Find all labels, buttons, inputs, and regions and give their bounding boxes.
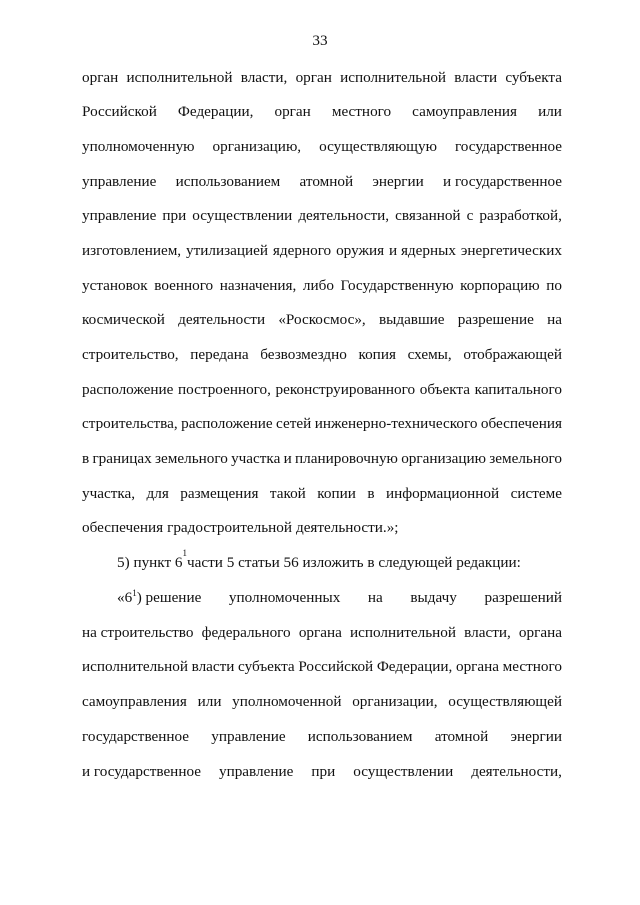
word: отображающей — [463, 346, 562, 363]
word: власти, — [240, 69, 288, 86]
item-5-superscript: 1 — [182, 548, 188, 558]
text-line — [82, 241, 562, 261]
text-line — [82, 727, 562, 747]
word: исполнительной — [126, 69, 233, 86]
word: осуществлении — [192, 207, 293, 224]
word: управление — [82, 173, 157, 190]
word: осуществляющую — [319, 138, 437, 155]
word: копии — [317, 485, 356, 502]
word: или — [538, 103, 562, 120]
word: и — [283, 450, 292, 467]
word: атомной — [434, 728, 489, 745]
word: деятельности, — [298, 207, 390, 224]
word: разрешение — [457, 311, 534, 328]
word: размещения — [180, 485, 259, 502]
page-number: 33 — [312, 32, 328, 49]
word: утилизацией — [186, 242, 268, 259]
word: власти — [454, 69, 498, 86]
word: градостроительной — [167, 519, 292, 536]
word: Российской — [82, 103, 157, 120]
word: копия — [358, 346, 396, 363]
word: субъекта — [505, 69, 562, 86]
word: и ядерных — [389, 242, 456, 259]
word: с — [466, 207, 474, 224]
word: обеспечения — [82, 519, 164, 536]
word: инженерно-технического — [314, 415, 478, 432]
word: либо — [302, 277, 334, 294]
word: расположение — [82, 381, 174, 398]
word: осуществлении — [353, 763, 454, 780]
word: при — [311, 763, 336, 780]
word: связанной — [395, 207, 461, 224]
word: атомной — [299, 173, 354, 190]
word: Федерации, — [376, 658, 453, 675]
word: установок — [82, 277, 148, 294]
text-line — [82, 449, 562, 469]
text-line — [82, 762, 562, 782]
word: земельного — [489, 450, 562, 467]
quote-open: «6 — [117, 589, 133, 606]
text-line — [82, 380, 562, 400]
word: исполнительной — [82, 658, 188, 675]
word: реконструированного — [275, 381, 416, 398]
word: на — [547, 311, 562, 328]
word: на строительство — [82, 624, 194, 641]
text-line — [82, 518, 562, 538]
word: государственное — [454, 138, 562, 155]
word: космической — [82, 311, 165, 328]
text-line — [82, 692, 562, 712]
word: или — [197, 693, 222, 710]
text-line — [82, 623, 562, 643]
word: использованием — [175, 173, 281, 190]
word: власти, — [464, 624, 511, 641]
text-line — [82, 206, 562, 226]
word: изготовлением, — [82, 242, 182, 259]
word: «Роскосмос», — [278, 311, 366, 328]
word: участка — [231, 450, 281, 467]
word: и государственное — [443, 173, 562, 190]
word: энергии — [510, 728, 562, 745]
word: исполнительной — [340, 69, 447, 86]
word: уполномоченной — [232, 693, 342, 710]
word: осуществляющей — [448, 693, 562, 710]
word: оружия — [336, 242, 385, 259]
word: орган — [295, 69, 332, 86]
text-line — [82, 172, 562, 192]
word: построенного, — [178, 381, 271, 398]
word: государственное — [82, 728, 190, 745]
word: самоуправления — [82, 693, 187, 710]
word: деятельности — [178, 311, 266, 328]
word: органа — [518, 624, 562, 641]
word: при — [162, 207, 187, 224]
text-line — [82, 657, 562, 677]
word: деятельности, — [471, 763, 562, 780]
quote-lead — [117, 588, 201, 608]
word: самоуправления — [412, 103, 518, 120]
word: назначения, — [219, 277, 297, 294]
word: строительство, — [82, 346, 179, 363]
word: в — [367, 485, 375, 502]
text-line — [117, 588, 562, 608]
word: уполномоченную — [82, 138, 195, 155]
text-line — [82, 345, 562, 365]
word: объекта — [419, 381, 470, 398]
word: использованием — [307, 728, 413, 745]
word: органа — [298, 624, 342, 641]
word: исполнительной — [350, 624, 456, 641]
word: управление — [218, 763, 294, 780]
word: деятельности.»; — [295, 519, 399, 536]
word: энергетических — [460, 242, 562, 259]
text-line — [82, 276, 562, 296]
word: земельного — [155, 450, 228, 467]
word: местного — [331, 103, 392, 120]
word: выдавшие — [378, 311, 445, 328]
word: Российской — [298, 658, 374, 675]
word: безвозмездно — [260, 346, 347, 363]
word: и государственное — [82, 763, 201, 780]
word: передана — [190, 346, 249, 363]
word: для — [146, 485, 169, 502]
word: местного — [502, 658, 562, 675]
word: организации, — [352, 693, 438, 710]
word: Государственную — [340, 277, 454, 294]
word: выдачу — [410, 589, 457, 606]
word: корпорацию — [460, 277, 540, 294]
word: участка, — [82, 485, 136, 502]
word: власти — [191, 658, 235, 675]
amendment-item-5 — [117, 548, 562, 573]
text-line — [82, 137, 562, 157]
word: орган — [82, 69, 119, 86]
word: ядерного — [272, 242, 332, 259]
text-line — [82, 68, 562, 88]
word: организацию, — [212, 138, 302, 155]
item-5-suffix: части 5 статьи 56 изложить в следующей редакции: — [187, 554, 521, 571]
word: сетей — [276, 415, 312, 432]
word: Федерации, — [177, 103, 254, 120]
word: уполномоченных — [228, 589, 341, 606]
word: на — [367, 589, 383, 606]
word: энергии — [372, 173, 424, 190]
word: управление — [82, 207, 157, 224]
word: информационной — [385, 485, 500, 502]
word: субъекта — [238, 658, 295, 675]
word: планировочную — [295, 450, 398, 467]
text-line — [82, 102, 562, 122]
item-5-prefix: 5) пункт 6 — [117, 554, 183, 571]
word: обеспечения — [480, 415, 562, 432]
word: такой — [269, 485, 306, 502]
text-line — [82, 484, 562, 504]
word: организацию — [401, 450, 486, 467]
word: орган — [274, 103, 311, 120]
word: системе — [510, 485, 562, 502]
text-line — [82, 310, 562, 330]
word: разрешений — [484, 589, 562, 606]
word: расположение — [181, 415, 273, 432]
word: органа — [455, 658, 500, 675]
word: по — [546, 277, 562, 294]
word: строительства, — [82, 415, 178, 432]
word: в — [82, 450, 90, 467]
word: капитального — [474, 381, 562, 398]
word: схемы, — [407, 346, 452, 363]
word: разработкой, — [479, 207, 562, 224]
word: границах — [92, 450, 152, 467]
word: военного — [154, 277, 214, 294]
word: федерального — [201, 624, 291, 641]
quote-close: ) решение — [136, 589, 202, 606]
word: управление — [211, 728, 286, 745]
quote-superscript: 1 — [132, 588, 137, 598]
text-line — [82, 414, 562, 434]
